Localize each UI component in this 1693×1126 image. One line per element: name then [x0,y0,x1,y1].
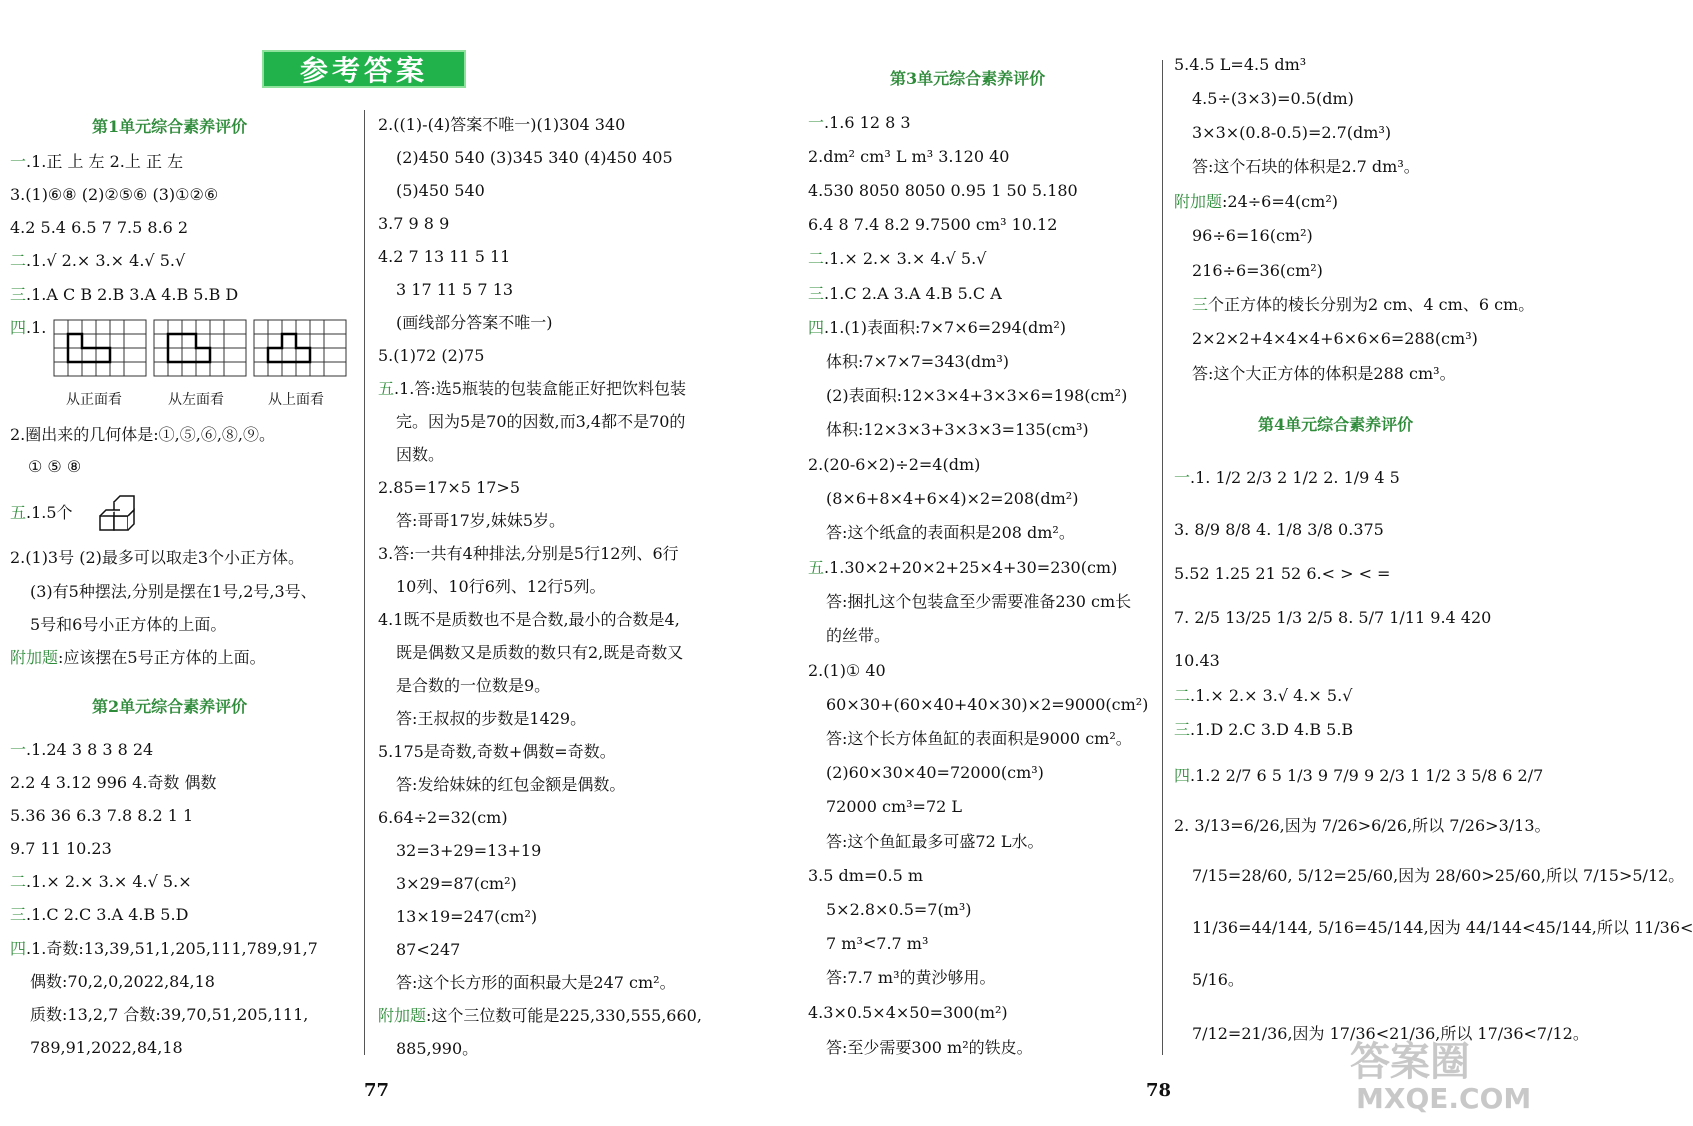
answer-line: 789,91,2022,84,18 [30,1038,183,1057]
answer-line: 答:7.7 m³的黄沙够用。 [826,968,996,987]
answer-line: 答:这个石块的体积是2.7 dm³。 [1192,157,1420,176]
answer-line: 4.530 8050 8050 0.95 1 50 5.180 [808,181,1078,200]
answer-line: 2.2 4 3.12 996 4.奇数 偶数 [10,773,217,792]
answer-line: 二.1.× 2.× 3.× 4.√ 5.√ [808,249,987,268]
unit3-title: 第3单元综合素养评价 [890,69,1046,88]
answer-line: 2.(1)① 40 [808,661,886,680]
section-label: 四 [808,318,825,337]
answer-line: 完。因为5是70的因数,而3,4都不是70的 [396,412,686,431]
section-label: 一 [10,740,27,759]
answer-line: 7 m³<7.7 m³ [826,934,929,953]
answer-line: (5)450 540 [396,181,485,200]
answer-line: 五.1.30×2+20×2+25×4+30=230(cm) [808,558,1118,577]
answer-line: 4.1既不是质数也不是合数,最小的合数是4, [378,610,680,629]
answer-line: 四.1. [10,318,47,337]
answer-line: 7/12=21/36,因为 17/36<21/36,所以 17/36<7/12。 [1192,1024,1589,1043]
answer-line: (2)表面积:12×3×4+3×3×6=198(cm²) [826,386,1128,405]
answers-banner: 参考答案 [262,50,466,88]
view-label-front: 从正面看 [66,392,122,408]
answer-line: 二.1.× 2.× 3.√ 4.× 5.√ [1174,686,1353,705]
answer-line: 3×3×(0.8-0.5)=2.7(dm³) [1192,123,1392,142]
answer-line: 三.1.C 2.A 3.A 4.B 5.C A [808,284,1002,303]
watermark-logo: 答案圈 [1350,1039,1470,1085]
answer-line: 2.85=17×5 17>5 [378,478,521,497]
answer-line: 4.2 7 13 11 5 11 [378,247,511,266]
answer-line: 是合数的一位数是9。 [396,676,551,695]
answer-line: 2.(1)3号 (2)最多可以取走3个小正方体。 [10,548,305,567]
section-label: 三 [1174,720,1191,739]
answer-line: 3. 8/9 8/8 4. 1/8 3/8 0.375 [1174,520,1384,539]
answer-line: 二.1.√ 2.× 3.× 4.√ 5.√ [10,251,186,270]
column-divider-1 [364,110,365,1055]
answer-line: 5/16。 [1192,970,1244,989]
answer-line: 一.1.正 上 左 2.上 正 左 [10,152,184,171]
answer-line: 5.52 1.25 21 52 6.< > < = [1174,564,1391,583]
answer-line: 四.1.2 2/7 6 5 1/3 9 7/9 9 2/3 1 1/2 3 5/8 6 2/7 [1174,766,1544,785]
answer-line: 216÷6=36(cm²) [1192,261,1323,280]
answer-line: 13×19=247(cm²) [396,907,538,926]
answer-line: 四.1.(1)表面积:7×7×6=294(dm²) [808,318,1067,337]
answer-line: 附加题:24÷6=4(cm²) [1174,192,1338,211]
answer-line: 答:这个长方形的面积最大是247 cm²。 [396,973,676,992]
answer-line: 四.1.奇数:13,39,51,1,205,111,789,91,7 [10,939,318,958]
answer-line: 885,990。 [396,1039,479,1058]
answer-line: 答:这个纸盒的表面积是208 dm²。 [826,523,1075,542]
answer-line: 三.1.A C B 2.B 3.A 4.B 5.B D [10,285,239,304]
section-label: 附加题 [378,1006,427,1025]
section-label: 五 [808,558,825,577]
answer-line: 9.7 11 10.23 [10,839,112,858]
answer-line: 2.圈出来的几何体是:①,⑤,⑥,⑧,⑨。 [10,425,276,444]
answer-line: 3 17 11 5 7 13 [396,280,514,299]
section-label: 一 [808,113,825,132]
answer-line: 2.dm² cm³ L m³ 3.120 40 [808,147,1010,166]
answer-line: 2.((1)-(4)答案不唯一)(1)304 340 [378,115,626,134]
section-label: 四 [10,318,27,337]
answer-line: 3.7 9 8 9 [378,214,450,233]
answer-line: 体积:7×7×7=343(dm³) [826,352,1010,371]
section-label: 四 [10,939,27,958]
answer-line: 五.1.5个 [10,503,73,522]
section-label: 二 [1174,686,1191,705]
answer-line: 答:至少需要300 m²的铁皮。 [826,1038,1033,1057]
answer-line: 32=3+29=13+19 [396,841,542,860]
answer-line: 5×2.8×0.5=7(m³) [826,900,972,919]
answer-line: 五.1.答:选5瓶装的包装盒能正好把饮料包装 [378,379,686,398]
section-label: 三 [10,285,27,304]
watermark-url: MXQE.COM [1356,1082,1532,1115]
answer-line: 60×30+(60×40+40×30)×2=9000(cm²) [826,695,1149,714]
answer-line: 附加题:应该摆在5号正方体的上面。 [10,648,266,667]
answer-line: 4.2 5.4 6.5 7 7.5 8.6 2 [10,218,189,237]
cube-stack-figure [96,492,138,534]
section-label: 五 [378,379,395,398]
answer-line: (2)450 540 (3)345 340 (4)450 405 [396,148,673,167]
answer-line: 96÷6=16(cm²) [1192,226,1313,245]
answer-line: (3)有5种摆法,分别是摆在1号,2号,3号、 [30,582,317,601]
answer-line: 既是偶数又是质数的数只有2,既是奇数又 [396,643,684,662]
answer-line: 5.4.5 L=4.5 dm³ [1174,55,1307,74]
answer-line: 一.1.6 12 8 3 [808,113,911,132]
answer-line: 6.4 8 7.4 8.2 9.7500 cm³ 10.12 [808,215,1058,234]
answer-line: (8×6+8×4+6×4)×2=208(dm²) [826,489,1079,508]
answer-line: 2×2×2+4×4×4+6×6×6=288(cm³) [1192,329,1478,348]
answer-line: 3.(1)⑥⑧ (2)②⑤⑥ (3)①②⑥ [10,185,219,204]
answer-line: 一.1.24 3 8 3 8 24 [10,740,154,759]
answer-line: 3.答:一共有4种排法,分别是5行12列、6行 [378,544,679,563]
answer-line: 答:这个鱼缸最多可盛72 L水。 [826,832,1044,851]
unit4-title: 第4单元综合素养评价 [1258,415,1414,434]
answer-line: 7/15=28/60, 5/12=25/60,因为 28/60>25/60,所以 7/15>5/12。 [1192,866,1685,885]
unit1-title: 第1单元综合素养评价 [92,117,248,136]
section-label: 四 [1174,766,1191,785]
section-label: 附加题 [10,648,59,667]
answer-line: 2. 3/13=6/26,因为 7/26>6/26,所以 7/26>3/13。 [1174,816,1551,835]
answer-line: (画线部分答案不唯一) [396,313,553,332]
answer-line: 体积:12×3×3+3×3×3=135(cm³) [826,420,1089,439]
answer-line: 附加题:这个三位数可能是225,330,555,660, [378,1006,702,1025]
section-label: 二 [10,872,27,891]
answer-line: 答:这个长方体鱼缸的表面积是9000 cm²。 [826,729,1132,748]
answer-line: 3×29=87(cm²) [396,874,517,893]
answer-line: 答:这个大正方体的体积是288 cm³。 [1192,364,1456,383]
answer-line: 72000 cm³=72 L [826,797,963,816]
view-grids-figure [50,318,350,380]
section-label: 一 [10,152,27,171]
answer-line: 2.(20-6×2)÷2=4(dm) [808,455,981,474]
answer-line: 答:哥哥17岁,妹妹5岁。 [396,511,566,530]
view-label-left: 从左面看 [168,392,224,408]
answer-line: 一.1. 1/2 2/3 2 1/2 2. 1/9 4 5 [1174,468,1400,487]
answer-line: 4.5÷(3×3)=0.5(dm) [1192,89,1354,108]
answer-line: 5.(1)72 (2)75 [378,346,485,365]
section-label: 三 [808,284,825,303]
answer-line: ① ⑤ ⑧ [28,457,82,476]
answer-line: 11/36=44/144, 5/16=45/144,因为 44/144<45/144,所以 11/36< [1192,918,1693,937]
section-label: 三 [1192,295,1209,314]
answer-line: 质数:13,2,7 合数:39,70,51,205,111, [30,1005,309,1024]
view-label-top: 从上面看 [268,392,324,408]
answer-line: (2)60×30×40=72000(cm³) [826,763,1044,782]
answer-line: 5.36 36 6.3 7.8 8.2 1 1 [10,806,194,825]
answer-line: 3.5 dm=0.5 m [808,866,924,885]
answer-line: 三.1.D 2.C 3.D 4.B 5.B [1174,720,1354,739]
answer-line: 因数。 [396,445,445,464]
answer-line: 三个正方体的棱长分别为2 cm、4 cm、6 cm。 [1192,295,1535,314]
section-label: 一 [1174,468,1191,487]
answer-line: 三.1.C 2.C 3.A 4.B 5.D [10,905,189,924]
section-label: 附加题 [1174,192,1223,211]
answer-line: 5号和6号小正方体的上面。 [30,615,227,634]
section-label: 三 [10,905,27,924]
page-number-right: 78 [1146,1080,1172,1101]
section-label: 五 [10,503,27,522]
answer-line: 答:发给妹妹的红包金额是偶数。 [396,775,626,794]
answer-line: 10列、10行6列、12行5列。 [396,577,606,596]
answer-line: 偶数:70,2,0,2022,84,18 [30,972,215,991]
answer-line: 4.3×0.5×4×50=300(m²) [808,1003,1008,1022]
answer-line: 二.1.× 2.× 3.× 4.√ 5.× [10,872,192,891]
page-number-left: 77 [364,1080,390,1101]
answer-line: 7. 2/5 13/25 1/3 2/5 8. 5/7 1/11 9.4 420 [1174,608,1492,627]
answer-line: 87<247 [396,940,461,959]
answer-line: 10.43 [1174,651,1220,670]
answer-line: 的丝带。 [826,626,891,645]
answer-line: 6.64÷2=32(cm) [378,808,508,827]
section-label: 二 [10,251,27,270]
answer-line: 5.175是奇数,奇数+偶数=奇数。 [378,742,616,761]
answer-line: 答:王叔叔的步数是1429。 [396,709,587,728]
section-label: 二 [808,249,825,268]
answer-line: 答:捆扎这个包装盒至少需要准备230 cm长 [826,592,1132,611]
unit2-title: 第2单元综合素养评价 [92,697,248,716]
column-divider-2 [1162,60,1163,1055]
